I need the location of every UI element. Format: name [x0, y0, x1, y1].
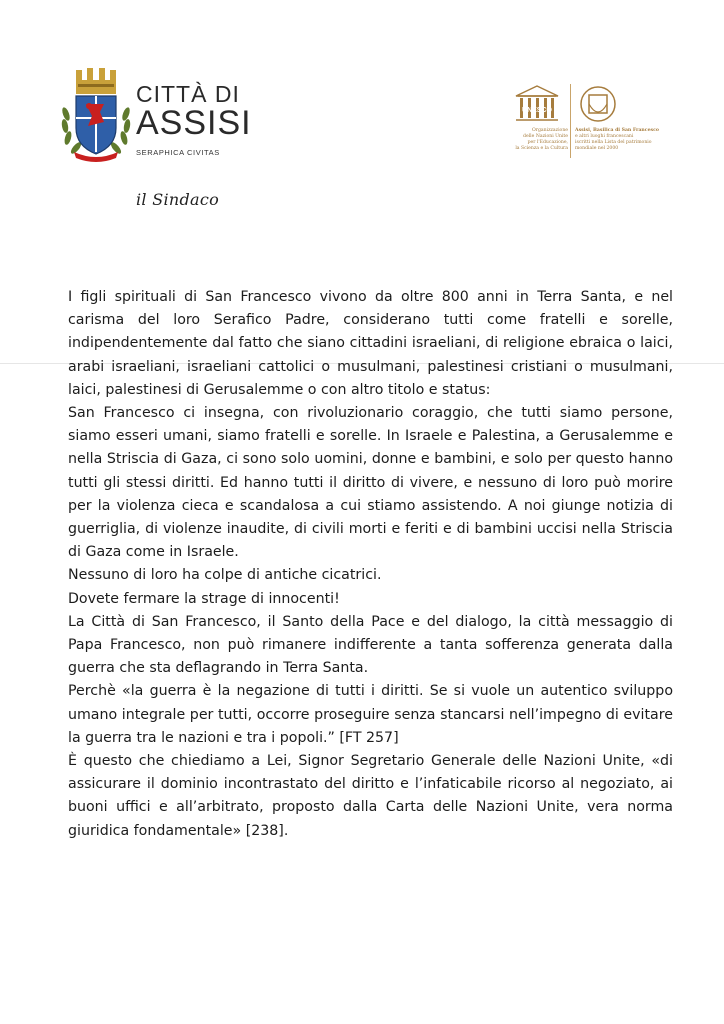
- world-heritage-emblem-icon: [578, 84, 618, 124]
- whc-line: e altri luoghi francescani: [575, 134, 634, 139]
- paragraph: È questo che chiediamo a Lei, Signor Segretario Generale delle Nazioni Unite, «di assicurare il dominio incontrastato del diritto e l’infaticabile ricorso al negoziato, ai buoni uffici e all’arbitrato, proposto dalla Carta delle Nazioni Unite, vera norma giuridica fondamentale» [238].: [68, 753, 673, 839]
- paragraph: I figli spirituali di San Francesco vivono da oltre 800 anni in Terra Santa, e nel carisma del loro Serafico Padre, considerano tutti come fratelli e sorelle, indipendentemente dal fatto che siano cittadini israeliani, di religione ebraica o laici, arabi israeliani, israeliani cattolici o musulmani, palestinesi cristiani o musulmani, laici, palestinesi di Gerusalemme o con altro titolo e status:: [68, 289, 673, 398]
- city-name-line1: CITTÀ DI: [136, 81, 240, 107]
- unesco-org-line: per l'Educazione,: [527, 140, 568, 145]
- letter-body: [68, 286, 673, 843]
- paragraph: Dovete fermare la strage di innocenti!: [68, 590, 340, 607]
- whc-line: iscritti nella Lista del patrimonio: [575, 140, 652, 145]
- whc-line: mondiale nel 2000: [575, 146, 619, 151]
- paragraph: San Francesco ci insegna, con rivoluzionario coraggio, che tutti siamo persone, siamo esseri umani, siamo fratelli e sorelle. In Israele e Palestina, a Gerusalemme e nella Striscia di Gaza, ci sono solo uomini, donne e bambini, e solo per questo hanno tutti gli stessi diritti. Ed hanno tutti il diritto di vivere, e nessuno di loro può morire per la violenza cieca e scandalosa a cui stiamo assistendo. A noi giunge notizia di guerriglia, di violenze inaudite, di civili morti e feriti e di bambini uccisi nella Striscia di Gaza come in Israele.: [68, 405, 673, 561]
- paragraph: La Città di San Francesco, il Santo della Pace e del dialogo, la città messaggio di Papa Francesco, non può rimanere indifferente a tanta sofferenza generata dalla guerra che sta deflagrando in Terra Santa.: [68, 613, 673, 677]
- unesco-acronym: UNESCO: [522, 107, 552, 114]
- unesco-org-line: delle Nazioni Unite: [523, 134, 568, 139]
- unesco-block: [500, 82, 670, 162]
- paragraph: Nessuno di loro ha colpe di antiche cicatrici.: [68, 567, 382, 584]
- whc-line: Assisi, Basilica di San Francesco: [575, 128, 659, 133]
- unesco-organization-text: [500, 128, 568, 152]
- unesco-org-line: la Scienza e la Cultura: [515, 146, 568, 151]
- city-motto: SERAPHICA CIVITAS: [136, 148, 220, 157]
- assisi-coat-of-arms-icon: [58, 62, 134, 162]
- paragraph: Perchè «la guerra è la negazione di tutti i diritti. Se si vuole un autentico sviluppo umano integrale per tutti, occorre proseguire senza stancarsi nell’impegno di evitare la guerra tra le nazioni e tra i popoli.” [FT 257]: [68, 683, 673, 746]
- world-heritage-site-text: [575, 128, 670, 152]
- city-name-block: [136, 82, 252, 157]
- city-name-line2: ASSISI: [136, 104, 252, 142]
- office-signature: il Sindaco: [136, 190, 220, 209]
- unesco-temple-icon: [512, 84, 562, 124]
- unesco-org-line: Organizzazione: [532, 128, 568, 133]
- unesco-divider: [570, 84, 571, 158]
